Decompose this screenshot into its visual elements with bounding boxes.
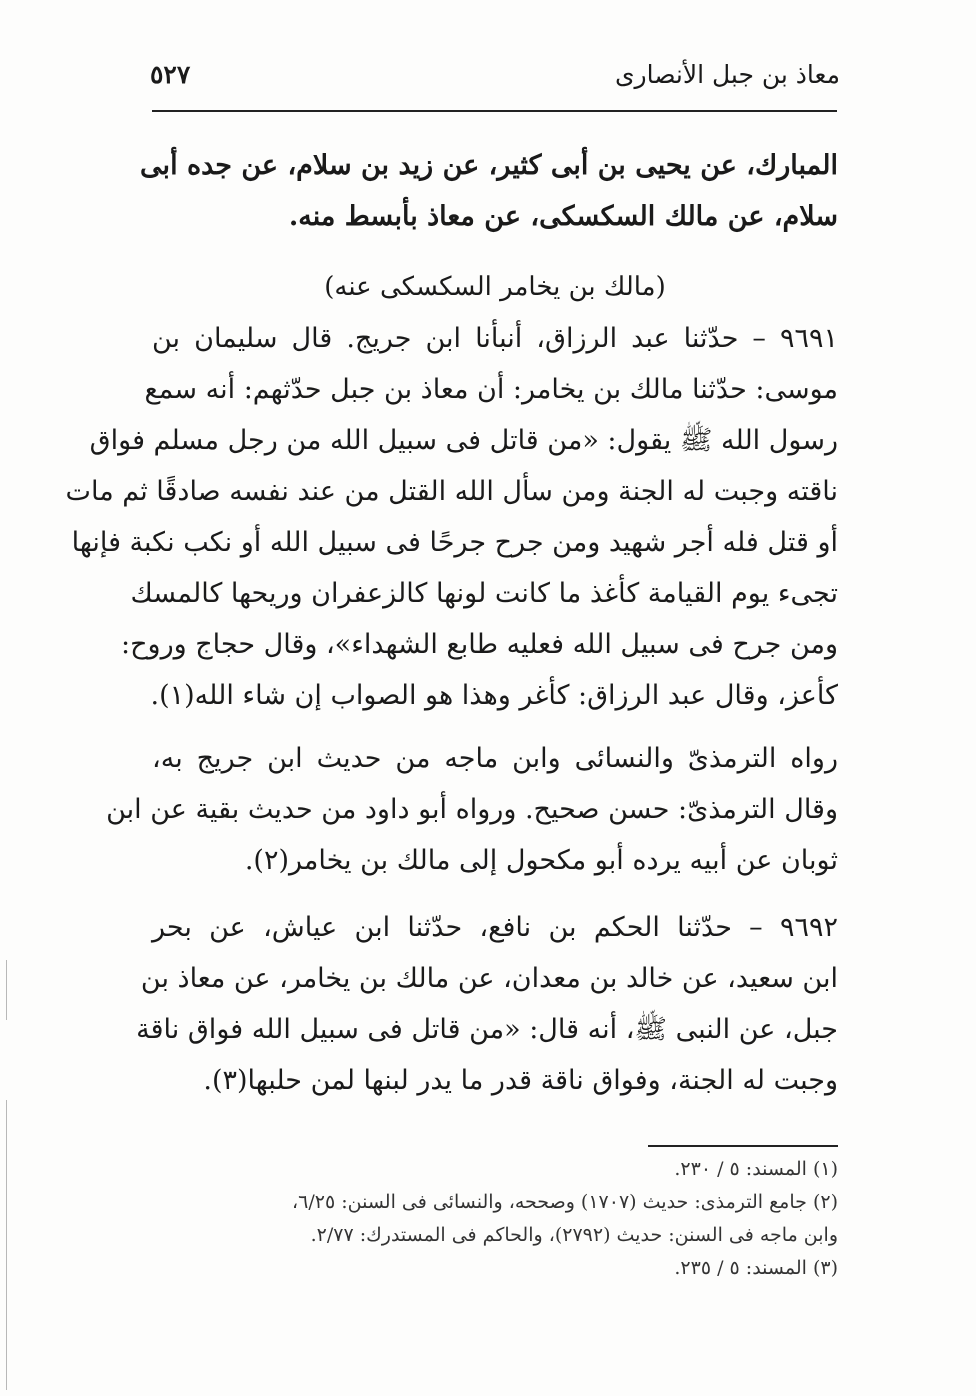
text-line: ٩٦٩٢ – حدّثنا الحكم بن نافع، حدّثنا ابن عياش، عن بحر	[152, 912, 838, 943]
page-number: ٥٢٧	[150, 60, 191, 89]
text-line: أو قتل فله أجر شهيد ومن جرح جرحًا فى سبيل الله أو نكب نكبة فإنها	[71, 527, 838, 558]
footnotes	[152, 1153, 838, 1285]
text-line: ومن جرح فى سبيل الله فعليه طابع الشهداء»، وقال حجاج وروح:	[121, 629, 838, 660]
footnote-line: (٢) جامع الترمذى: حديث (١٧٠٧) وصححه، والنسائى فى السنن: ٦/٢٥،	[292, 1191, 838, 1213]
text-line: جبل، عن النبى ﷺ، أنه قال: «من قاتل فى سبيل الله فواق ناقة	[136, 1014, 838, 1045]
text-line: كأعز، وقال عبد الرزاق: كأغر وهذا هو الصواب إن شاء الله(١).	[150, 680, 838, 711]
section-heading: (مالك بن يخامر السكسكى عنه)	[324, 272, 666, 302]
text-line: ٩٦٩١ – حدّثنا عبد الرزاق، أنبأنا ابن جريج. قال سليمان بن	[152, 323, 838, 354]
text-line: ناقته وجبت له الجنة ومن سأل الله القتل من عند نفسه صادقًا ثم مات	[65, 476, 838, 507]
header-title: معاذ بن جبل الأنصارى	[614, 60, 840, 89]
text-line: سلام، عن مالك السكسكى، عن معاذ بأبسط منه.	[288, 201, 838, 232]
text-line: رواه الترمذىّ والنسائى وابن ماجه من حديث ابن جريج به،	[152, 743, 838, 774]
main-text	[65, 140, 838, 1106]
text-line: موسى: حدّثنا مالك بن يخامر: أن معاذ بن جبل حدّثهم: أنه سمع	[144, 374, 838, 405]
text-line: وقال الترمذىّ: حسن صحيح. ورواه أبو داود من حديث بقية عن ابن	[106, 794, 838, 825]
text-line: رسول الله ﷺ يقول: «من قاتل فى سبيل الله من رجل مسلم فواق	[89, 425, 838, 456]
header-rule	[152, 110, 837, 112]
footnote-line: (٣) المسند: ٥ / ٢٣٥.	[674, 1257, 838, 1279]
running-header	[150, 58, 840, 98]
hadith-9691	[65, 313, 838, 721]
hadith-9692	[136, 902, 838, 1106]
text-line: ابن سعيد، عن خالد بن معدان، عن مالك بن يخامر، عن معاذ بن	[140, 963, 838, 994]
footnote-separator	[648, 1145, 838, 1147]
text-line: وجبت له الجنة، وفواق ناقة قدر ما يدر لبنها لمن حلبها(٣).	[203, 1065, 838, 1096]
text-line: تجىء يوم القيامة كأغذ ما كانت لونها كالزعفران وريحها كالمسك	[130, 578, 838, 609]
text-line: المبارك، عن يحيى بن أبى كثير، عن زيد بن سلام، عن جده أبى	[140, 150, 838, 181]
intro-paragraph	[140, 140, 838, 242]
scan-edge-mark	[6, 960, 7, 1020]
text-line: ثوبان عن أبيه يرده أبو مكحول إلى مالك بن يخامر(٢).	[244, 845, 838, 876]
footnote-line: وابن ماجه فى السنن: حديث (٢٧٩٢)، والحاكم فى المستدرك: ٢/٧٧.	[310, 1224, 838, 1246]
footnote-line: (١) المسند: ٥ / ٢٣٠.	[674, 1158, 838, 1180]
commentary-9691	[106, 733, 838, 886]
scan-edge-mark	[6, 1100, 7, 1390]
